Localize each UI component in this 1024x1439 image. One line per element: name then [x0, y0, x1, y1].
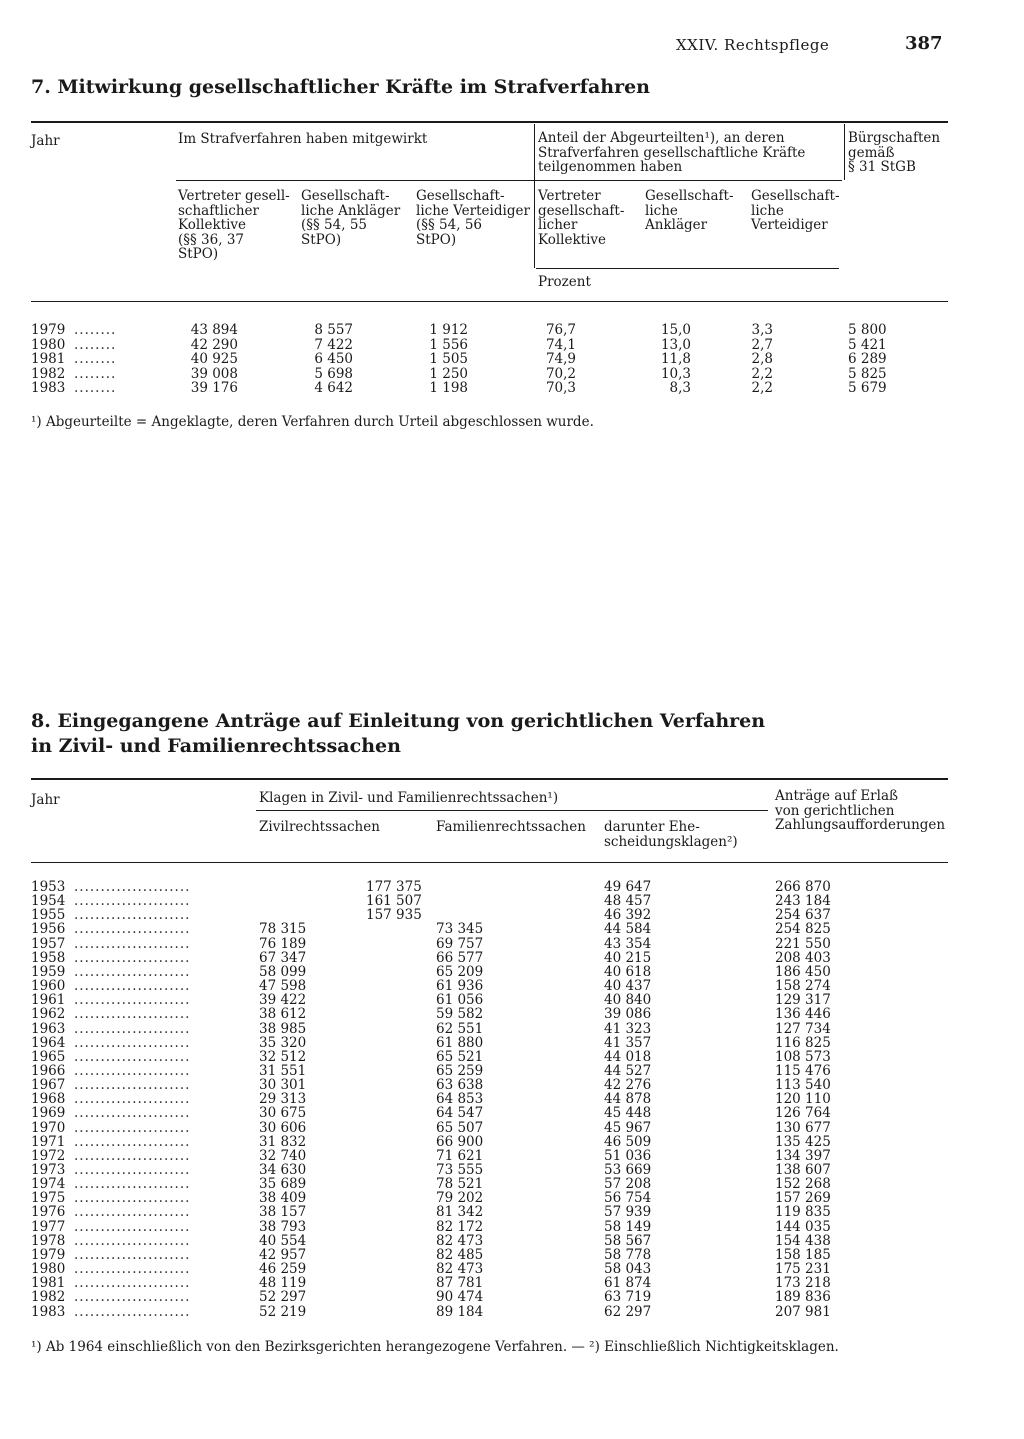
table8-cell-ehe: 40 437	[604, 978, 652, 995]
leader-dots: ........	[74, 351, 117, 367]
table7-cell-c2: 8 557	[314, 322, 353, 338]
table8-cell-antraege: 135 425	[775, 1133, 831, 1150]
leader-dots: ......................	[74, 1246, 191, 1263]
table8-header-bottom-rule	[31, 862, 948, 863]
table8-cell-ehe: 44 527	[604, 1062, 652, 1079]
table7-sub-verteidiger: Gesellschaft- liche Verteidiger (§§ 54, 56 StPO)	[416, 188, 530, 248]
table8-cell-familie: 61 056	[436, 992, 484, 1009]
table7-cell-c1: 42 290	[190, 336, 238, 353]
leader-dots: ......................	[74, 1034, 191, 1051]
table8-year: 1976	[31, 1204, 66, 1221]
table7-cell-c7: 5 679	[848, 380, 887, 396]
table8-cell-zivil: 42 957	[259, 1246, 307, 1263]
table8-cell-ehe: 58 567	[604, 1232, 652, 1249]
table8-cell-ehe: 44 878	[604, 1091, 652, 1108]
table8-cell-zivil: 34 630	[259, 1162, 307, 1178]
table7-cell-c2: 7 422	[314, 336, 353, 353]
leader-dots: ......................	[74, 1006, 191, 1023]
leader-dots: ......................	[74, 1176, 191, 1193]
leader-dots: ......................	[74, 893, 191, 910]
table7-cell-c6: 2,7	[751, 336, 773, 353]
leader-dots: ......................	[74, 978, 191, 995]
table8-cell-antraege: 186 450	[775, 963, 831, 980]
table8-cell-ehe: 40 618	[604, 963, 652, 980]
table8-cell-ehe: 39 086	[604, 1006, 652, 1023]
table8-cell-ehe: 58 043	[604, 1261, 652, 1278]
leader-dots: ......................	[74, 907, 191, 924]
table7-cell-c3: 1 250	[429, 365, 468, 382]
table8-cell-familie: 89 184	[436, 1303, 484, 1320]
leader-dots: ......................	[74, 1190, 191, 1207]
table7-cell-c3: 1 505	[429, 351, 468, 367]
table8-year: 1973	[31, 1162, 66, 1178]
table7-cell-c7: 6 289	[848, 351, 887, 367]
table8-cell-combined: 177 375	[366, 879, 422, 895]
table8-cell-zivil: 32 512	[259, 1048, 307, 1065]
table8-cell-ehe: 57 939	[604, 1204, 652, 1221]
table8-cell-familie: 61 880	[436, 1034, 484, 1051]
table8-cell-zivil: 29 313	[259, 1091, 307, 1108]
table8-year: 1969	[31, 1105, 66, 1122]
table8-cell-zivil: 39 422	[259, 992, 307, 1009]
table8-cell-antraege: 144 035	[775, 1218, 831, 1235]
table7-cell-c1: 39 008	[190, 365, 238, 382]
leader-dots: ......................	[74, 1232, 191, 1249]
table7-footnote: ¹) Abgeurteilte = Angeklagte, deren Verfahren durch Urteil abgeschlossen wurde.	[31, 414, 594, 430]
table7-cell-c5: 13,0	[660, 336, 691, 353]
table7-cell-c4: 70,3	[545, 380, 576, 396]
table8-cell-zivil: 38 157	[259, 1204, 307, 1221]
leader-dots: ......................	[74, 1303, 191, 1320]
table8-year: 1974	[31, 1176, 66, 1193]
table8-cell-antraege: 189 836	[775, 1289, 831, 1306]
leader-dots: ......................	[74, 1077, 191, 1094]
table8-col-year: Jahr	[31, 792, 60, 808]
table7-cell-c6: 2,2	[751, 380, 773, 396]
table8-cell-zivil: 52 219	[259, 1303, 307, 1320]
table8-cell-antraege: 120 110	[775, 1091, 831, 1108]
table8-cell-combined: 157 935	[366, 907, 422, 924]
table8-cell-familie: 61 936	[436, 978, 484, 995]
table8-year: 1957	[31, 935, 66, 952]
leader-dots: ......................	[74, 963, 191, 980]
leader-dots: ......................	[74, 1261, 191, 1278]
leader-dots: ......................	[74, 879, 191, 895]
table8-cell-antraege: 138 607	[775, 1162, 831, 1178]
table8-title-line2: in Zivil- und Familienrechtssachen	[31, 735, 401, 757]
table8-cell-antraege: 221 550	[775, 935, 831, 952]
table8-cell-antraege: 119 835	[775, 1204, 831, 1221]
table8-footnote: ¹) Ab 1964 einschließlich von den Bezirksgerichten herangezogene Verfahren. — ²) Einschließlich Nichtigkeitsklagen.	[31, 1339, 839, 1355]
table8-cell-zivil: 30 301	[259, 1077, 307, 1094]
table7-cell-c3: 1 198	[429, 380, 468, 396]
table8-cell-familie: 73 345	[436, 921, 484, 938]
table8-cell-zivil: 47 598	[259, 978, 307, 995]
table8-cell-antraege: 254 637	[775, 907, 831, 924]
table8-cell-ehe: 40 215	[604, 949, 652, 966]
table8-cell-zivil: 78 315	[259, 921, 307, 938]
table8-cell-antraege: 207 981	[775, 1303, 831, 1320]
table8-subheader-rule	[256, 810, 768, 811]
table8-cell-ehe: 53 669	[604, 1162, 652, 1178]
table7-divider-1	[534, 124, 535, 268]
table7-year: 1981	[31, 351, 66, 367]
table8-cell-ehe: 45 967	[604, 1119, 652, 1136]
leader-dots: ......................	[74, 935, 191, 952]
table7-cell-c4: 74,9	[545, 351, 576, 367]
table8-cell-zivil: 31 551	[259, 1062, 307, 1079]
table8-cell-antraege: 152 268	[775, 1176, 831, 1193]
running-header-section: XXIV. Rechtspflege	[676, 36, 830, 54]
leader-dots: ......................	[74, 1218, 191, 1235]
table8-year: 1983	[31, 1303, 66, 1320]
table8-cell-ehe: 46 509	[604, 1133, 652, 1150]
table8-year: 1972	[31, 1147, 66, 1164]
table8-cell-antraege: 127 734	[775, 1020, 831, 1037]
table8-cell-ehe: 56 754	[604, 1190, 652, 1207]
table8-cell-familie: 65 521	[436, 1048, 484, 1065]
table8-cell-ehe: 61 874	[604, 1275, 652, 1292]
table8-cell-zivil: 32 740	[259, 1147, 307, 1164]
table8-cell-antraege: 254 825	[775, 921, 831, 938]
table8-cell-antraege: 158 274	[775, 978, 831, 995]
table8-cell-familie: 82 485	[436, 1246, 484, 1263]
table7-cell-c5: 10,3	[660, 365, 691, 382]
table7-cell-c7: 5 421	[848, 336, 887, 353]
table8-cell-ehe: 49 647	[604, 879, 652, 895]
table7-cell-c2: 6 450	[314, 351, 353, 367]
table7-col-year: Jahr	[31, 133, 60, 149]
table8-cell-antraege: 136 446	[775, 1006, 831, 1023]
table8-year: 1954	[31, 893, 66, 910]
table8-cell-zivil: 52 297	[259, 1289, 307, 1306]
table8-year: 1958	[31, 949, 66, 966]
table7-cell-c1: 39 176	[190, 380, 238, 396]
table8-cell-familie: 81 342	[436, 1204, 484, 1221]
table7-cell-c5: 11,8	[660, 351, 691, 367]
table8-cell-ehe: 46 392	[604, 907, 652, 924]
table8-year: 1970	[31, 1119, 66, 1136]
table8-year: 1975	[31, 1190, 66, 1207]
table8-cell-combined: 161 507	[366, 893, 422, 910]
table7-header-bottom-rule	[31, 301, 948, 302]
table8-cell-zivil: 48 119	[259, 1275, 307, 1292]
table7-cell-c7: 5 825	[848, 365, 887, 382]
table8-cell-familie: 65 209	[436, 963, 484, 980]
table8-year: 1968	[31, 1091, 66, 1108]
table8-title-line1: 8. Eingegangene Anträge auf Einleitung von gerichtlichen Verfahren	[31, 710, 766, 732]
table8-year: 1977	[31, 1218, 66, 1235]
table8-sub-familie: Familienrechtssachen	[436, 819, 586, 835]
table8-cell-familie: 63 638	[436, 1077, 484, 1094]
table7-sub-pct-kollektive: Vertreter gesellschaft- licher Kollektive	[538, 188, 625, 248]
table8-year: 1964	[31, 1034, 66, 1051]
table8-cell-zivil: 58 099	[259, 963, 307, 980]
table7-cell-c1: 43 894	[190, 322, 238, 338]
table8-cell-zivil: 67 347	[259, 949, 307, 966]
table8-cell-antraege: 157 269	[775, 1190, 831, 1207]
table8-cell-zivil: 40 554	[259, 1232, 307, 1249]
table8-cell-antraege: 116 825	[775, 1034, 831, 1051]
table8-cell-zivil: 38 793	[259, 1218, 307, 1235]
table8-cell-ehe: 63 719	[604, 1289, 652, 1306]
table7-group-anteil: Anteil der Abgeurteilten¹), an deren Strafverfahren gesellschaftliche Kräfte teilgenommen haben	[538, 130, 806, 175]
table7-sub-ankläger: Gesellschaft- liche Ankläger (§§ 54, 55 StPO)	[301, 188, 401, 248]
table8-cell-familie: 64 853	[436, 1091, 484, 1108]
table7-year: 1982	[31, 365, 66, 382]
table7-cell-c4: 76,7	[545, 322, 576, 338]
table8-cell-antraege: 173 218	[775, 1275, 831, 1292]
leader-dots: ........	[74, 322, 117, 338]
table7-cell-c3: 1 556	[429, 336, 468, 353]
table8-cell-antraege: 108 573	[775, 1048, 831, 1065]
page-number: 387	[905, 33, 943, 54]
table8-cell-antraege: 154 438	[775, 1232, 831, 1249]
table8-cell-ehe: 40 840	[604, 992, 652, 1009]
table8-cell-ehe: 44 584	[604, 921, 652, 938]
table8-year: 1956	[31, 921, 66, 938]
table8-cell-familie: 62 551	[436, 1020, 484, 1037]
table8-year: 1962	[31, 1006, 66, 1023]
table8-top-rule	[31, 778, 948, 780]
table8-group-klagen: Klagen in Zivil- und Familienrechtssachen¹)	[259, 790, 559, 806]
table8-cell-familie: 82 172	[436, 1218, 484, 1235]
table8-cell-antraege: 130 677	[775, 1119, 831, 1136]
table8-year: 1967	[31, 1077, 66, 1094]
leader-dots: ......................	[74, 1133, 191, 1150]
table8-cell-zivil: 31 832	[259, 1133, 307, 1150]
table8-cell-antraege: 115 476	[775, 1062, 831, 1079]
table7-cell-c4: 70,2	[545, 365, 576, 382]
table7-unit-rule	[536, 268, 839, 269]
leader-dots: ......................	[74, 1048, 191, 1065]
table8-cell-familie: 87 781	[436, 1275, 484, 1292]
leader-dots: ......................	[74, 1091, 191, 1108]
table8-cell-zivil: 76 189	[259, 935, 307, 952]
table8-group-antraege: Anträge auf Erlaß von gerichtlichen Zahlungsaufforderungen	[775, 788, 946, 833]
table8-cell-zivil: 35 689	[259, 1176, 307, 1193]
leader-dots: ......................	[74, 1119, 191, 1136]
table7-sub-pct-verteidiger: Gesellschaft- liche Verteidiger	[751, 188, 840, 233]
table7-year: 1983	[31, 380, 66, 396]
table8-year: 1982	[31, 1289, 66, 1306]
table7-year: 1979	[31, 322, 66, 338]
table8-cell-familie: 78 521	[436, 1176, 484, 1193]
table8-cell-familie: 65 507	[436, 1119, 484, 1136]
table7-sub-pct-ankläger: Gesellschaft- liche Ankläger	[645, 188, 734, 233]
table8-year: 1965	[31, 1048, 66, 1065]
table8-year: 1961	[31, 992, 66, 1009]
table8-cell-zivil: 38 409	[259, 1190, 307, 1207]
leader-dots: ......................	[74, 992, 191, 1009]
table7-cell-c2: 4 642	[314, 380, 353, 396]
table7-cell-c5: 8,3	[669, 380, 691, 396]
table7-unit-prozent: Prozent	[538, 274, 591, 290]
table7-cell-c2: 5 698	[314, 365, 353, 382]
table8-cell-familie: 71 621	[436, 1147, 484, 1164]
table8-cell-ehe: 42 276	[604, 1077, 652, 1094]
table8-year: 1959	[31, 963, 66, 980]
table8-cell-familie: 79 202	[436, 1190, 484, 1207]
table8-year: 1979	[31, 1246, 66, 1263]
table7-cell-c5: 15,0	[660, 322, 691, 338]
table8-cell-ehe: 41 357	[604, 1034, 652, 1051]
table8-cell-ehe: 51 036	[604, 1147, 652, 1164]
table8-year: 1978	[31, 1232, 66, 1249]
table8-cell-zivil: 38 612	[259, 1006, 307, 1023]
table8-cell-antraege: 126 764	[775, 1105, 831, 1122]
table7-cell-c7: 5 800	[848, 322, 887, 338]
table8-year: 1963	[31, 1020, 66, 1037]
table8-cell-familie: 66 900	[436, 1133, 484, 1150]
leader-dots: ........	[74, 336, 117, 353]
table7-cell-c4: 74,1	[545, 336, 576, 353]
table7-cell-c1: 40 925	[190, 351, 238, 367]
table8-cell-antraege: 113 540	[775, 1077, 831, 1094]
table8-cell-familie: 64 547	[436, 1105, 484, 1122]
leader-dots: ......................	[74, 1162, 191, 1178]
leader-dots: ......................	[74, 1020, 191, 1037]
table7-cell-c6: 2,2	[751, 365, 773, 382]
table8-cell-ehe: 45 448	[604, 1105, 652, 1122]
table7-sub-vertreter-kollektive: Vertreter gesell- schaftlicher Kollektive (§§ 36, 37 StPO)	[178, 188, 290, 262]
table8-year: 1981	[31, 1275, 66, 1292]
table7-cell-c6: 3,3	[751, 322, 773, 338]
table8-sub-zivil: Zivilrechtssachen	[259, 819, 380, 835]
table8-cell-zivil: 35 320	[259, 1034, 307, 1051]
table7-group-buergschaften: Bürgschaften gemäß § 31 StGB	[848, 130, 941, 175]
table8-cell-familie: 65 259	[436, 1062, 484, 1079]
table8-year: 1980	[31, 1261, 66, 1278]
leader-dots: ......................	[74, 921, 191, 938]
table8-cell-ehe: 58 149	[604, 1218, 652, 1235]
leader-dots: ......................	[74, 949, 191, 966]
table7-title: 7. Mitwirkung gesellschaftlicher Kräfte im Strafverfahren	[31, 76, 650, 98]
table7-group-mitgewirkt: Im Strafverfahren haben mitgewirkt	[178, 131, 428, 147]
table8-cell-familie: 82 473	[436, 1232, 484, 1249]
table8-cell-zivil: 30 675	[259, 1105, 307, 1122]
table8-year: 1971	[31, 1133, 66, 1150]
table8-sub-ehescheidung: darunter Ehe- scheidungsklagen²)	[604, 819, 738, 850]
leader-dots: ......................	[74, 1062, 191, 1079]
table8-cell-familie: 82 473	[436, 1261, 484, 1278]
leader-dots: ........	[74, 365, 117, 382]
table7-subheader-rule	[176, 180, 842, 181]
table8-cell-antraege: 208 403	[775, 949, 831, 966]
table8-year: 1960	[31, 978, 66, 995]
table8-cell-zivil: 38 985	[259, 1020, 307, 1037]
table8-cell-ehe: 41 323	[604, 1020, 652, 1037]
table8-cell-familie: 59 582	[436, 1006, 484, 1023]
table7-top-rule	[31, 121, 948, 123]
table8-cell-familie: 90 474	[436, 1289, 484, 1306]
table8-cell-zivil: 46 259	[259, 1261, 307, 1278]
table8-cell-familie: 73 555	[436, 1162, 484, 1178]
table8-year: 1966	[31, 1062, 66, 1079]
table8-cell-antraege: 134 397	[775, 1147, 831, 1164]
table7-cell-c3: 1 912	[429, 322, 468, 338]
table8-cell-familie: 66 577	[436, 949, 484, 966]
leader-dots: ......................	[74, 1289, 191, 1306]
table8-cell-zivil: 30 606	[259, 1119, 307, 1136]
leader-dots: ........	[74, 380, 117, 396]
table7-year: 1980	[31, 336, 66, 353]
table8-cell-antraege: 129 317	[775, 992, 831, 1009]
table7-cell-c6: 2,8	[751, 351, 773, 367]
table8-cell-ehe: 44 018	[604, 1048, 652, 1065]
leader-dots: ......................	[74, 1105, 191, 1122]
leader-dots: ......................	[74, 1204, 191, 1221]
table8-cell-familie: 69 757	[436, 935, 484, 952]
table8-cell-antraege: 175 231	[775, 1261, 831, 1278]
table8-cell-ehe: 58 778	[604, 1246, 652, 1263]
table8-cell-antraege: 243 184	[775, 893, 831, 910]
table8-cell-ehe: 57 208	[604, 1176, 652, 1193]
leader-dots: ......................	[74, 1147, 191, 1164]
table8-cell-antraege: 266 870	[775, 879, 831, 895]
table8-year: 1953	[31, 879, 66, 895]
leader-dots: ......................	[74, 1275, 191, 1292]
table8-cell-ehe: 43 354	[604, 935, 652, 952]
table8-cell-ehe: 62 297	[604, 1303, 652, 1320]
table8-cell-antraege: 158 185	[775, 1246, 831, 1263]
table8-year: 1955	[31, 907, 66, 924]
table7-divider-2	[844, 124, 845, 180]
table8-cell-ehe: 48 457	[604, 893, 652, 910]
